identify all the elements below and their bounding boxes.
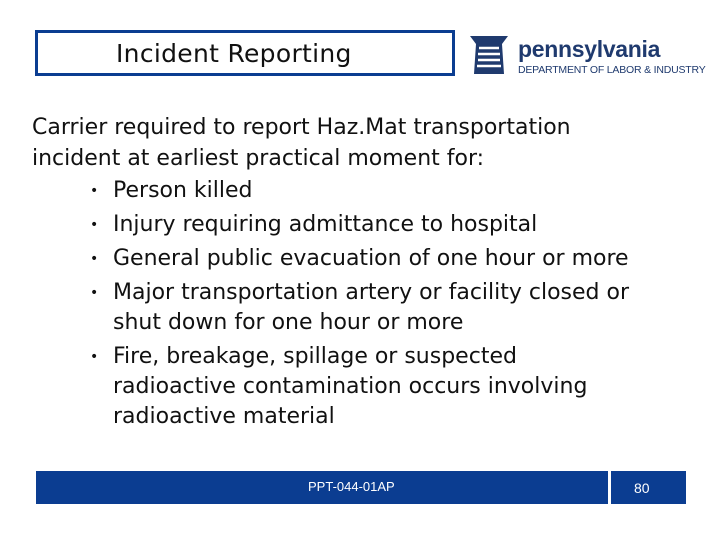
- bullet-item: [32, 244, 702, 274]
- pennsylvania-logo: [466, 30, 706, 80]
- bullet-icon: •: [90, 183, 99, 199]
- bullet-text: Fire, breakage, spillage or suspected: [113, 344, 517, 369]
- logo-department: DEPARTMENT OF LABOR & INDUSTRY: [518, 64, 706, 76]
- bullet-item: [32, 176, 702, 206]
- title-bar: [35, 30, 455, 76]
- intro-line: incident at earliest practical moment for:: [32, 146, 485, 171]
- footer-doc-id: PPT-044-01AP: [308, 479, 395, 494]
- bullet-icon: •: [90, 217, 99, 233]
- intro-text: [32, 112, 702, 174]
- bullet-item: [32, 342, 702, 432]
- bullet-text-continued: radioactive contamination occurs involving: [113, 374, 588, 399]
- title-box: [38, 33, 452, 73]
- bullet-text: Person killed: [113, 178, 253, 203]
- footer-divider: [608, 471, 611, 504]
- bullet-icon: •: [90, 349, 99, 365]
- bullet-item: [32, 278, 702, 338]
- bullet-text: General public evacuation of one hour or more: [113, 246, 629, 271]
- logo-name: pennsylvania: [518, 36, 661, 62]
- bullet-icon: •: [90, 251, 99, 267]
- bullet-text-continued: radioactive material: [113, 404, 335, 429]
- bullet-text: Injury requiring admittance to hospital: [113, 212, 538, 237]
- slide-title: Incident Reporting: [116, 39, 352, 68]
- page-number: 80: [634, 480, 650, 496]
- slide-body: [32, 112, 702, 436]
- bullet-item: [32, 210, 702, 240]
- keystone-icon: [466, 32, 512, 78]
- bullet-icon: •: [90, 285, 99, 301]
- footer-bar: [36, 471, 686, 504]
- bullet-text-continued: shut down for one hour or more: [113, 310, 464, 335]
- intro-line: Carrier required to report Haz.Mat transportation: [32, 115, 571, 140]
- bullet-list: [32, 176, 702, 432]
- bullet-text: Major transportation artery or facility closed or: [113, 280, 630, 305]
